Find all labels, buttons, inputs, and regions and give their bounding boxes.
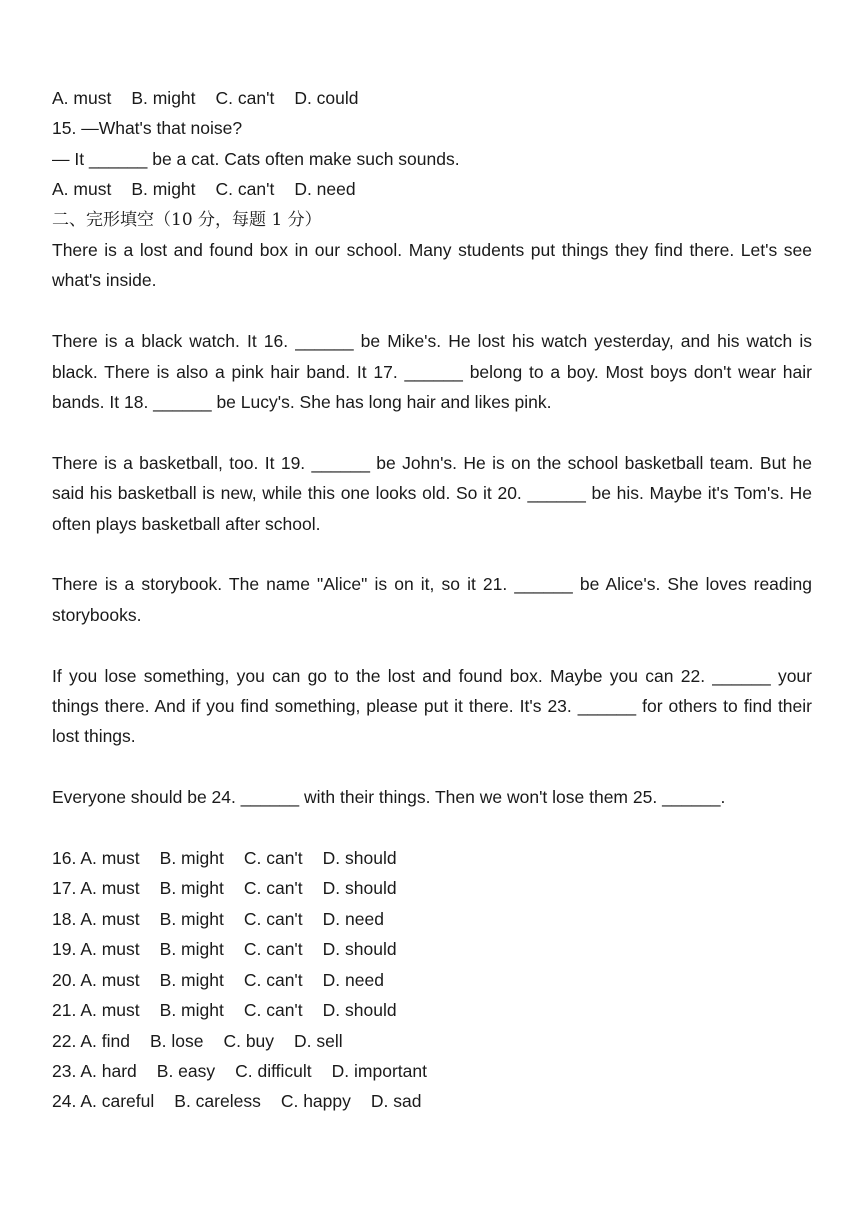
option: A. must xyxy=(80,848,140,869)
question-number: 19. xyxy=(52,939,77,960)
option: A. must xyxy=(52,179,112,200)
question-number: 17. xyxy=(52,878,77,899)
question-number: 16. xyxy=(52,848,77,869)
option: A. must xyxy=(80,939,140,960)
option: C. can't xyxy=(243,1000,303,1021)
option: A. hard xyxy=(80,1060,137,1081)
option: A. must xyxy=(52,88,112,108)
q15-question: 15. —What's that noise? xyxy=(52,118,243,139)
option: D. important xyxy=(331,1060,427,1081)
choice-row xyxy=(52,1056,812,1086)
option: B. might xyxy=(131,88,196,108)
option: D. should xyxy=(322,848,397,869)
option: B. easy xyxy=(156,1060,216,1081)
passage-paragraph: If you lose something, you can go to the lost and found box. Maybe you can 22. ______ your things there. And if you find something, please put it there. It's 23. ______ for others to find their lost things. xyxy=(52,665,812,747)
choice-row xyxy=(52,873,812,903)
option: B. might xyxy=(159,878,224,899)
option: A. must xyxy=(80,1000,140,1021)
choice-row xyxy=(52,934,812,964)
choice-list xyxy=(52,843,812,1117)
option: D. sell xyxy=(294,1030,343,1051)
paragraph-spacer xyxy=(52,539,812,569)
passage-paragraph: Everyone should be 24. ______ with their things. Then we won't lose them 25. ______. xyxy=(52,787,726,808)
document-page xyxy=(52,83,812,1117)
choice-row xyxy=(52,965,812,995)
paragraph-spacer xyxy=(52,630,812,660)
choice-row xyxy=(52,843,812,873)
option: D. need xyxy=(294,179,356,200)
option: D. need xyxy=(322,969,384,990)
question-number: 18. xyxy=(52,908,77,929)
paragraph-spacer xyxy=(52,813,812,843)
option: C. can't xyxy=(243,908,303,929)
option: A. careful xyxy=(80,1091,155,1112)
option: D. should xyxy=(322,878,397,899)
choice-row xyxy=(52,1026,812,1056)
option: B. might xyxy=(131,179,196,200)
passage-paragraph: There is a basketball, too. It 19. ______ be John's. He is on the school basketball team. But he said his basketball is new, while this one looks old. So it 20. ______ be his. Maybe it's Tom's. He often plays basketball after school. xyxy=(52,452,812,534)
q15-answer-line: — It ______ be a cat. Cats often make such sounds. xyxy=(52,148,460,169)
passage-paragraph: There is a lost and found box in our school. Many students put things they find there. Let's see what's inside. xyxy=(52,240,812,291)
section-heading: 二、完形填空（10 分，每题 1 分） xyxy=(52,209,322,230)
passage-paragraph: There is a black watch. It 16. ______ be Mike's. He lost his watch yesterday, and his watch is black. There is also a pink hair band. It 17. ______ belong to a boy. Most boys don't wear hair bands. It 18. ______ be Lucy's. She has long hair and likes pink. xyxy=(52,331,812,413)
question-number: 22. xyxy=(52,1030,77,1051)
option: A. find xyxy=(80,1030,130,1051)
option: B. lose xyxy=(149,1030,204,1051)
option: C. can't xyxy=(243,969,303,990)
option: B. might xyxy=(159,848,224,869)
q14-options xyxy=(52,83,812,113)
option: C. can't xyxy=(243,848,303,869)
paragraph-spacer xyxy=(52,296,812,326)
paragraph-spacer xyxy=(52,752,812,782)
option: D. need xyxy=(322,908,384,929)
option: C. can't xyxy=(243,878,303,899)
question-number: 21. xyxy=(52,1000,77,1021)
option: C. happy xyxy=(280,1091,351,1112)
question-number: 20. xyxy=(52,969,77,990)
choice-row xyxy=(52,904,812,934)
option: D. sad xyxy=(370,1091,422,1112)
paragraph-spacer xyxy=(52,417,812,447)
option: C. can't xyxy=(215,88,275,108)
option: C. can't xyxy=(215,179,275,200)
option: B. might xyxy=(159,1000,224,1021)
question-number: 23. xyxy=(52,1060,77,1081)
option: B. might xyxy=(159,939,224,960)
option: A. must xyxy=(80,969,140,990)
choice-row xyxy=(52,995,812,1025)
option: B. careless xyxy=(174,1091,261,1112)
option: D. should xyxy=(322,1000,397,1021)
option: C. buy xyxy=(223,1030,275,1051)
q15-options xyxy=(52,174,812,204)
option: B. might xyxy=(159,969,224,990)
option: D. should xyxy=(322,939,397,960)
passage-paragraph: There is a storybook. The name "Alice" is on it, so it 21. ______ be Alice's. She loves reading storybooks. xyxy=(52,574,812,625)
option: A. must xyxy=(80,878,140,899)
option: D. could xyxy=(294,88,359,108)
option: A. must xyxy=(80,908,140,929)
question-number: 24. xyxy=(52,1091,77,1112)
choice-row xyxy=(52,1086,812,1116)
option: C. can't xyxy=(243,939,303,960)
option: C. difficult xyxy=(235,1060,312,1081)
option: B. might xyxy=(159,908,224,929)
